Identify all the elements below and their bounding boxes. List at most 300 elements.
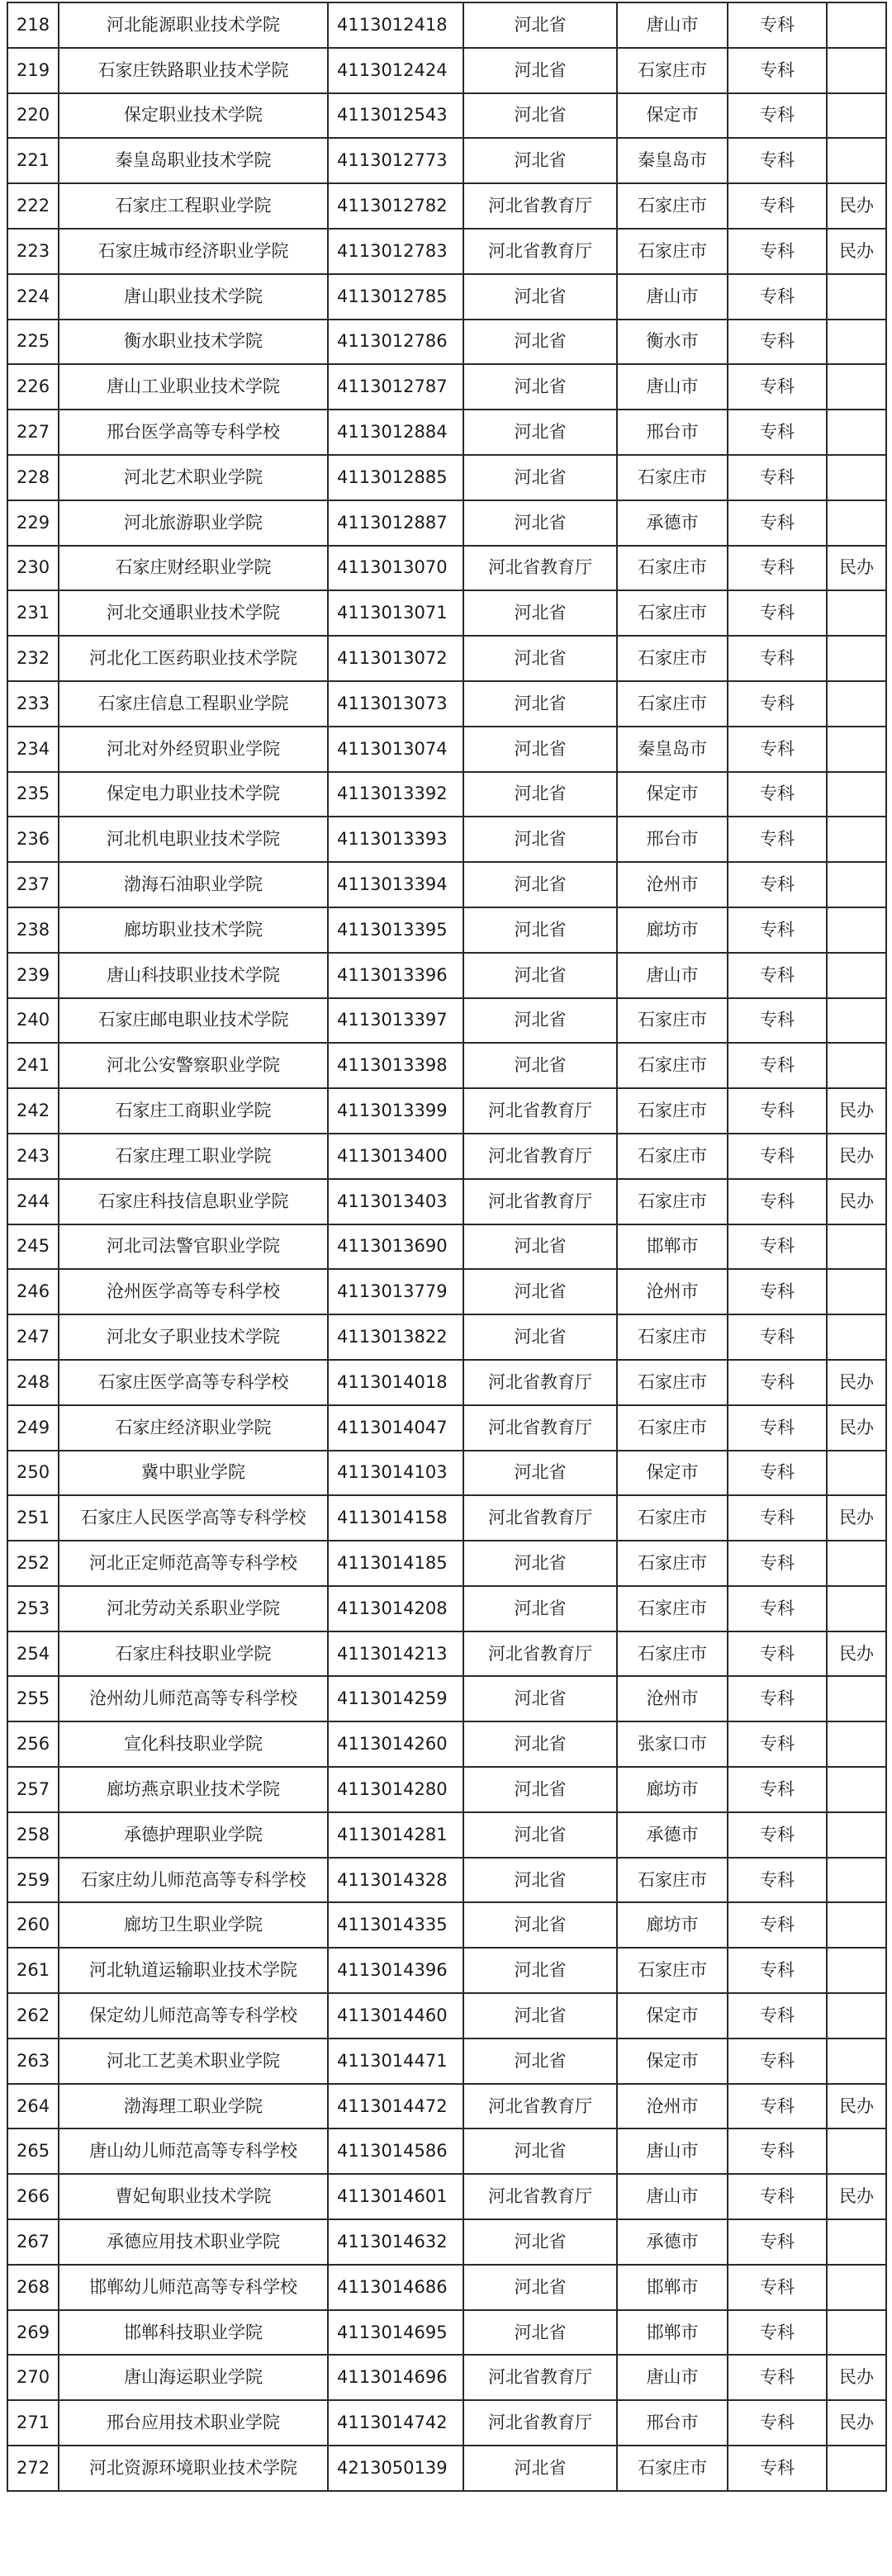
note-cell — [827, 862, 886, 907]
level-cell: 专科 — [728, 1134, 827, 1179]
row-number-cell: 266 — [7, 2174, 59, 2219]
city-cell: 石家庄市 — [617, 2446, 728, 2491]
note-cell — [827, 500, 886, 546]
row-number-cell: 262 — [7, 1993, 59, 2039]
school-code-cell: 4113013398 — [328, 1043, 463, 1088]
city-cell: 邯郸市 — [617, 1224, 728, 1270]
level-cell: 专科 — [728, 1179, 827, 1224]
school-name-cell: 廊坊职业技术学院 — [59, 907, 328, 953]
note-cell — [827, 48, 886, 93]
table-row — [7, 681, 886, 727]
table-row — [7, 998, 886, 1044]
school-code-cell: 4113013073 — [328, 681, 463, 727]
city-cell: 石家庄市 — [617, 1088, 728, 1134]
city-cell: 沧州市 — [617, 1269, 728, 1314]
level-cell: 专科 — [728, 953, 827, 998]
table-row — [7, 364, 886, 410]
level-cell: 专科 — [728, 410, 827, 455]
school-name-cell: 邯郸科技职业学院 — [59, 2310, 328, 2356]
school-code-cell: 4113013779 — [328, 1269, 463, 1314]
note-cell — [827, 1993, 886, 2039]
authority-cell: 河北省 — [463, 1541, 617, 1586]
school-code-cell: 4113012783 — [328, 229, 463, 274]
row-number-cell: 263 — [7, 2039, 59, 2084]
table-row — [7, 2174, 886, 2219]
level-cell: 专科 — [728, 772, 827, 817]
school-name-cell: 沧州医学高等专科学校 — [59, 1269, 328, 1314]
city-cell: 秦皇岛市 — [617, 727, 728, 772]
school-name-cell: 石家庄工程职业学院 — [59, 183, 328, 229]
school-code-cell: 4113013396 — [328, 953, 463, 998]
note-cell — [827, 93, 886, 139]
school-code-cell: 4113013395 — [328, 907, 463, 953]
note-cell: 民办 — [827, 1134, 886, 1179]
level-cell: 专科 — [728, 138, 827, 183]
school-name-cell: 石家庄工商职业学院 — [59, 1088, 328, 1134]
note-cell — [827, 455, 886, 500]
note-cell: 民办 — [827, 1179, 886, 1224]
school-name-cell: 河北工艺美术职业学院 — [59, 2039, 328, 2084]
level-cell: 专科 — [728, 2039, 827, 2084]
school-code-cell: 4113013403 — [328, 1179, 463, 1224]
note-cell — [827, 636, 886, 681]
table-row — [7, 2084, 886, 2129]
school-code-cell: 4113012787 — [328, 364, 463, 410]
school-code-cell: 4113012884 — [328, 410, 463, 455]
table-row — [7, 1360, 886, 1405]
school-name-cell: 河北化工医药职业技术学院 — [59, 636, 328, 681]
row-number-cell: 226 — [7, 364, 59, 410]
level-cell: 专科 — [728, 1224, 827, 1270]
school-code-cell: 4113014213 — [328, 1631, 463, 1677]
note-cell — [827, 1858, 886, 1903]
school-name-cell: 河北劳动关系职业学院 — [59, 1586, 328, 1631]
level-cell: 专科 — [728, 2310, 827, 2356]
table-row — [7, 1224, 886, 1270]
row-number-cell: 268 — [7, 2265, 59, 2310]
school-name-cell: 廊坊燕京职业技术学院 — [59, 1767, 328, 1812]
level-cell: 专科 — [728, 681, 827, 727]
note-cell — [827, 681, 886, 727]
note-cell — [827, 1948, 886, 1993]
authority-cell: 河北省 — [463, 138, 617, 183]
city-cell: 唐山市 — [617, 2174, 728, 2219]
row-number-cell: 272 — [7, 2446, 59, 2491]
note-cell — [827, 1767, 886, 1812]
table-row — [7, 1721, 886, 1767]
school-name-cell: 邢台医学高等专科学校 — [59, 410, 328, 455]
city-cell: 石家庄市 — [617, 1858, 728, 1903]
row-number-cell: 218 — [7, 2, 59, 48]
level-cell: 专科 — [728, 998, 827, 1044]
level-cell: 专科 — [728, 1451, 827, 1496]
row-number-cell: 224 — [7, 274, 59, 320]
row-number-cell: 245 — [7, 1224, 59, 1270]
school-code-cell: 4113012782 — [328, 183, 463, 229]
school-name-cell: 河北轨道运输职业技术学院 — [59, 1948, 328, 1993]
school-name-cell: 承德护理职业学院 — [59, 1812, 328, 1858]
authority-cell: 河北省 — [463, 2039, 617, 2084]
city-cell: 承德市 — [617, 2219, 728, 2265]
row-number-cell: 256 — [7, 1721, 59, 1767]
school-code-cell: 4113014103 — [328, 1451, 463, 1496]
row-number-cell: 261 — [7, 1948, 59, 1993]
school-name-cell: 河北艺术职业学院 — [59, 455, 328, 500]
row-number-cell: 227 — [7, 410, 59, 455]
table-row — [7, 48, 886, 93]
city-cell: 石家庄市 — [617, 1495, 728, 1541]
authority-cell: 河北省教育厅 — [463, 2355, 617, 2400]
note-cell — [827, 953, 886, 998]
level-cell: 专科 — [728, 1676, 827, 1721]
authority-cell: 河北省教育厅 — [463, 1631, 617, 1677]
authority-cell: 河北省 — [463, 2, 617, 48]
row-number-cell: 253 — [7, 1586, 59, 1631]
row-number-cell: 252 — [7, 1541, 59, 1586]
row-number-cell: 242 — [7, 1088, 59, 1134]
level-cell: 专科 — [728, 636, 827, 681]
row-number-cell: 244 — [7, 1179, 59, 1224]
note-cell — [827, 364, 886, 410]
school-code-cell: 4113014460 — [328, 1993, 463, 2039]
school-name-cell: 河北对外经贸职业学院 — [59, 727, 328, 772]
school-code-cell: 4113014686 — [328, 2265, 463, 2310]
level-cell: 专科 — [728, 1405, 827, 1451]
authority-cell: 河北省 — [463, 410, 617, 455]
note-cell: 民办 — [827, 2355, 886, 2400]
school-name-cell: 唐山海运职业学院 — [59, 2355, 328, 2400]
school-code-cell: 4113014632 — [328, 2219, 463, 2265]
school-code-cell: 4113013399 — [328, 1088, 463, 1134]
level-cell: 专科 — [728, 1902, 827, 1948]
note-cell — [827, 1043, 886, 1088]
level-cell: 专科 — [728, 1495, 827, 1541]
table-row — [7, 2400, 886, 2446]
row-number-cell: 239 — [7, 953, 59, 998]
note-cell — [827, 1451, 886, 1496]
school-name-cell: 石家庄信息工程职业学院 — [59, 681, 328, 727]
city-cell: 衡水市 — [617, 320, 728, 365]
authority-cell: 河北省 — [463, 590, 617, 636]
level-cell: 专科 — [728, 2, 827, 48]
row-number-cell: 250 — [7, 1451, 59, 1496]
authority-cell: 河北省 — [463, 817, 617, 862]
note-cell — [827, 410, 886, 455]
authority-cell: 河北省 — [463, 1224, 617, 1270]
level-cell: 专科 — [728, 2084, 827, 2129]
table-row — [7, 590, 886, 636]
table-row — [7, 2265, 886, 2310]
city-cell: 唐山市 — [617, 2, 728, 48]
city-cell: 沧州市 — [617, 2084, 728, 2129]
note-cell — [827, 274, 886, 320]
school-code-cell: 4113012418 — [328, 2, 463, 48]
city-cell: 邯郸市 — [617, 2265, 728, 2310]
school-code-cell: 4113014259 — [328, 1676, 463, 1721]
table-row — [7, 953, 886, 998]
city-cell: 张家口市 — [617, 1721, 728, 1767]
school-name-cell: 唐山科技职业技术学院 — [59, 953, 328, 998]
school-code-cell: 4113014185 — [328, 1541, 463, 1586]
note-cell — [827, 907, 886, 953]
city-cell: 承德市 — [617, 1812, 728, 1858]
authority-cell: 河北省 — [463, 1043, 617, 1088]
table-row — [7, 1993, 886, 2039]
row-number-cell: 251 — [7, 1495, 59, 1541]
school-name-cell: 石家庄经济职业学院 — [59, 1405, 328, 1451]
city-cell: 邢台市 — [617, 2400, 728, 2446]
row-number-cell: 246 — [7, 1269, 59, 1314]
city-cell: 秦皇岛市 — [617, 138, 728, 183]
row-number-cell: 229 — [7, 500, 59, 546]
school-code-cell: 4113012773 — [328, 138, 463, 183]
authority-cell: 河北省 — [463, 1721, 617, 1767]
table-row — [7, 546, 886, 591]
table-row — [7, 138, 886, 183]
authority-cell: 河北省教育厅 — [463, 229, 617, 274]
table-row — [7, 274, 886, 320]
table-row — [7, 1586, 886, 1631]
level-cell: 专科 — [728, 2400, 827, 2446]
authority-cell: 河北省 — [463, 862, 617, 907]
note-cell — [827, 2446, 886, 2491]
table-row — [7, 907, 886, 953]
note-cell — [827, 817, 886, 862]
table-row — [7, 1948, 886, 1993]
table-row — [7, 1088, 886, 1134]
note-cell — [827, 2, 886, 48]
school-name-cell: 河北资源环境职业技术学院 — [59, 2446, 328, 2491]
school-name-cell: 渤海理工职业学院 — [59, 2084, 328, 2129]
school-name-cell: 河北女子职业技术学院 — [59, 1314, 328, 1360]
level-cell: 专科 — [728, 48, 827, 93]
table-row — [7, 1495, 886, 1541]
level-cell: 专科 — [728, 1993, 827, 2039]
authority-cell: 河北省教育厅 — [463, 1088, 617, 1134]
note-cell: 民办 — [827, 2400, 886, 2446]
authority-cell: 河北省 — [463, 2265, 617, 2310]
note-cell — [827, 1314, 886, 1360]
level-cell: 专科 — [728, 1812, 827, 1858]
row-number-cell: 231 — [7, 590, 59, 636]
city-cell: 石家庄市 — [617, 998, 728, 1044]
city-cell: 邢台市 — [617, 817, 728, 862]
table-row — [7, 2, 886, 48]
authority-cell: 河北省 — [463, 93, 617, 139]
school-code-cell: 4113013070 — [328, 546, 463, 591]
authority-cell: 河北省 — [463, 2310, 617, 2356]
authority-cell: 河北省 — [463, 1858, 617, 1903]
table-row — [7, 636, 886, 681]
row-number-cell: 237 — [7, 862, 59, 907]
authority-cell: 河北省 — [463, 1314, 617, 1360]
note-cell: 民办 — [827, 229, 886, 274]
school-name-cell: 唐山工业职业技术学院 — [59, 364, 328, 410]
authority-cell: 河北省教育厅 — [463, 183, 617, 229]
school-name-cell: 石家庄科技职业学院 — [59, 1631, 328, 1677]
row-number-cell: 247 — [7, 1314, 59, 1360]
city-cell: 保定市 — [617, 2039, 728, 2084]
level-cell: 专科 — [728, 320, 827, 365]
school-name-cell: 河北旅游职业学院 — [59, 500, 328, 546]
row-number-cell: 269 — [7, 2310, 59, 2356]
note-cell: 民办 — [827, 1631, 886, 1677]
school-code-cell: 4113013690 — [328, 1224, 463, 1270]
school-code-cell: 4113014281 — [328, 1812, 463, 1858]
city-cell: 石家庄市 — [617, 183, 728, 229]
note-cell — [827, 2265, 886, 2310]
school-code-cell: 4113013071 — [328, 590, 463, 636]
authority-cell: 河北省教育厅 — [463, 1495, 617, 1541]
city-cell: 保定市 — [617, 772, 728, 817]
school-name-cell: 石家庄医学高等专科学校 — [59, 1360, 328, 1405]
table-row — [7, 2219, 886, 2265]
note-cell — [827, 2219, 886, 2265]
row-number-cell: 230 — [7, 546, 59, 591]
row-number-cell: 234 — [7, 727, 59, 772]
table-row — [7, 1767, 886, 1812]
school-code-cell: 4113013400 — [328, 1134, 463, 1179]
level-cell: 专科 — [728, 1631, 827, 1677]
school-code-cell: 4113014018 — [328, 1360, 463, 1405]
school-code-cell: 4113012786 — [328, 320, 463, 365]
table-row — [7, 2355, 886, 2400]
level-cell: 专科 — [728, 2355, 827, 2400]
school-name-cell: 渤海石油职业学院 — [59, 862, 328, 907]
school-name-cell: 宣化科技职业学院 — [59, 1721, 328, 1767]
row-number-cell: 238 — [7, 907, 59, 953]
school-code-cell: 4113013392 — [328, 772, 463, 817]
school-code-cell: 4113014695 — [328, 2310, 463, 2356]
row-number-cell: 232 — [7, 636, 59, 681]
school-name-cell: 唐山职业技术学院 — [59, 274, 328, 320]
city-cell: 保定市 — [617, 93, 728, 139]
table-row — [7, 500, 886, 546]
school-code-cell: 4113014047 — [328, 1405, 463, 1451]
authority-cell: 河北省教育厅 — [463, 2174, 617, 2219]
authority-cell: 河北省教育厅 — [463, 1134, 617, 1179]
school-code-cell: 4113012424 — [328, 48, 463, 93]
authority-cell: 河北省教育厅 — [463, 1405, 617, 1451]
note-cell — [827, 1676, 886, 1721]
school-name-cell: 衡水职业技术学院 — [59, 320, 328, 365]
city-cell: 石家庄市 — [617, 636, 728, 681]
city-cell: 石家庄市 — [617, 48, 728, 93]
level-cell: 专科 — [728, 1858, 827, 1903]
school-code-cell: 4113013393 — [328, 817, 463, 862]
table-row — [7, 183, 886, 229]
authority-cell: 河北省 — [463, 1812, 617, 1858]
table-row — [7, 320, 886, 365]
authority-cell: 河北省 — [463, 2446, 617, 2491]
table-row — [7, 1676, 886, 1721]
authority-cell: 河北省教育厅 — [463, 1360, 617, 1405]
authority-cell: 河北省教育厅 — [463, 1179, 617, 1224]
table-row — [7, 410, 886, 455]
school-code-cell: 4113012785 — [328, 274, 463, 320]
school-name-cell: 邯郸幼儿师范高等专科学校 — [59, 2265, 328, 2310]
row-number-cell: 243 — [7, 1134, 59, 1179]
school-name-cell: 河北司法警官职业学院 — [59, 1224, 328, 1270]
row-number-cell: 249 — [7, 1405, 59, 1451]
note-cell: 民办 — [827, 1405, 886, 1451]
school-name-cell: 曹妃甸职业技术学院 — [59, 2174, 328, 2219]
school-name-cell: 石家庄理工职业学院 — [59, 1134, 328, 1179]
note-cell: 民办 — [827, 1495, 886, 1541]
authority-cell: 河北省 — [463, 772, 617, 817]
row-number-cell: 260 — [7, 1902, 59, 1948]
school-name-cell: 河北机电职业技术学院 — [59, 817, 328, 862]
school-code-cell: 4113014208 — [328, 1586, 463, 1631]
table-row — [7, 2310, 886, 2356]
table-row — [7, 1405, 886, 1451]
city-cell: 石家庄市 — [617, 1043, 728, 1088]
note-cell: 民办 — [827, 2084, 886, 2129]
row-number-cell: 225 — [7, 320, 59, 365]
city-cell: 唐山市 — [617, 953, 728, 998]
table-row — [7, 1902, 886, 1948]
row-number-cell: 221 — [7, 138, 59, 183]
school-name-cell: 保定职业技术学院 — [59, 93, 328, 139]
school-name-cell: 邢台应用技术职业学院 — [59, 2400, 328, 2446]
level-cell: 专科 — [728, 1767, 827, 1812]
school-name-cell: 保定电力职业技术学院 — [59, 772, 328, 817]
city-cell: 廊坊市 — [617, 1902, 728, 1948]
table-row — [7, 817, 886, 862]
row-number-cell: 235 — [7, 772, 59, 817]
table-row — [7, 2039, 886, 2084]
level-cell: 专科 — [728, 93, 827, 139]
school-name-cell: 秦皇岛职业技术学院 — [59, 138, 328, 183]
authority-cell: 河北省 — [463, 1993, 617, 2039]
authority-cell: 河北省 — [463, 1451, 617, 1496]
note-cell — [827, 138, 886, 183]
school-code-cell: 4113014280 — [328, 1767, 463, 1812]
table-row — [7, 455, 886, 500]
note-cell: 民办 — [827, 546, 886, 591]
row-number-cell: 233 — [7, 681, 59, 727]
level-cell: 专科 — [728, 229, 827, 274]
city-cell: 石家庄市 — [617, 229, 728, 274]
level-cell: 专科 — [728, 590, 827, 636]
table-row — [7, 1541, 886, 1586]
row-number-cell: 258 — [7, 1812, 59, 1858]
level-cell: 专科 — [728, 2265, 827, 2310]
note-cell — [827, 2310, 886, 2356]
city-cell: 石家庄市 — [617, 1134, 728, 1179]
level-cell: 专科 — [728, 274, 827, 320]
note-cell — [827, 2039, 886, 2084]
school-code-cell: 4113013072 — [328, 636, 463, 681]
table-row — [7, 772, 886, 817]
authority-cell: 河北省 — [463, 1902, 617, 1948]
level-cell: 专科 — [728, 727, 827, 772]
school-name-cell: 石家庄邮电职业技术学院 — [59, 998, 328, 1044]
row-number-cell: 271 — [7, 2400, 59, 2446]
school-code-cell: 4113012543 — [328, 93, 463, 139]
note-cell — [827, 2129, 886, 2174]
row-number-cell: 220 — [7, 93, 59, 139]
city-cell: 石家庄市 — [617, 590, 728, 636]
authority-cell: 河北省 — [463, 500, 617, 546]
level-cell: 专科 — [728, 907, 827, 953]
level-cell: 专科 — [728, 1721, 827, 1767]
school-name-cell: 河北能源职业技术学院 — [59, 2, 328, 48]
level-cell: 专科 — [728, 546, 827, 591]
city-cell: 石家庄市 — [617, 681, 728, 727]
row-number-cell: 248 — [7, 1360, 59, 1405]
city-cell: 唐山市 — [617, 364, 728, 410]
